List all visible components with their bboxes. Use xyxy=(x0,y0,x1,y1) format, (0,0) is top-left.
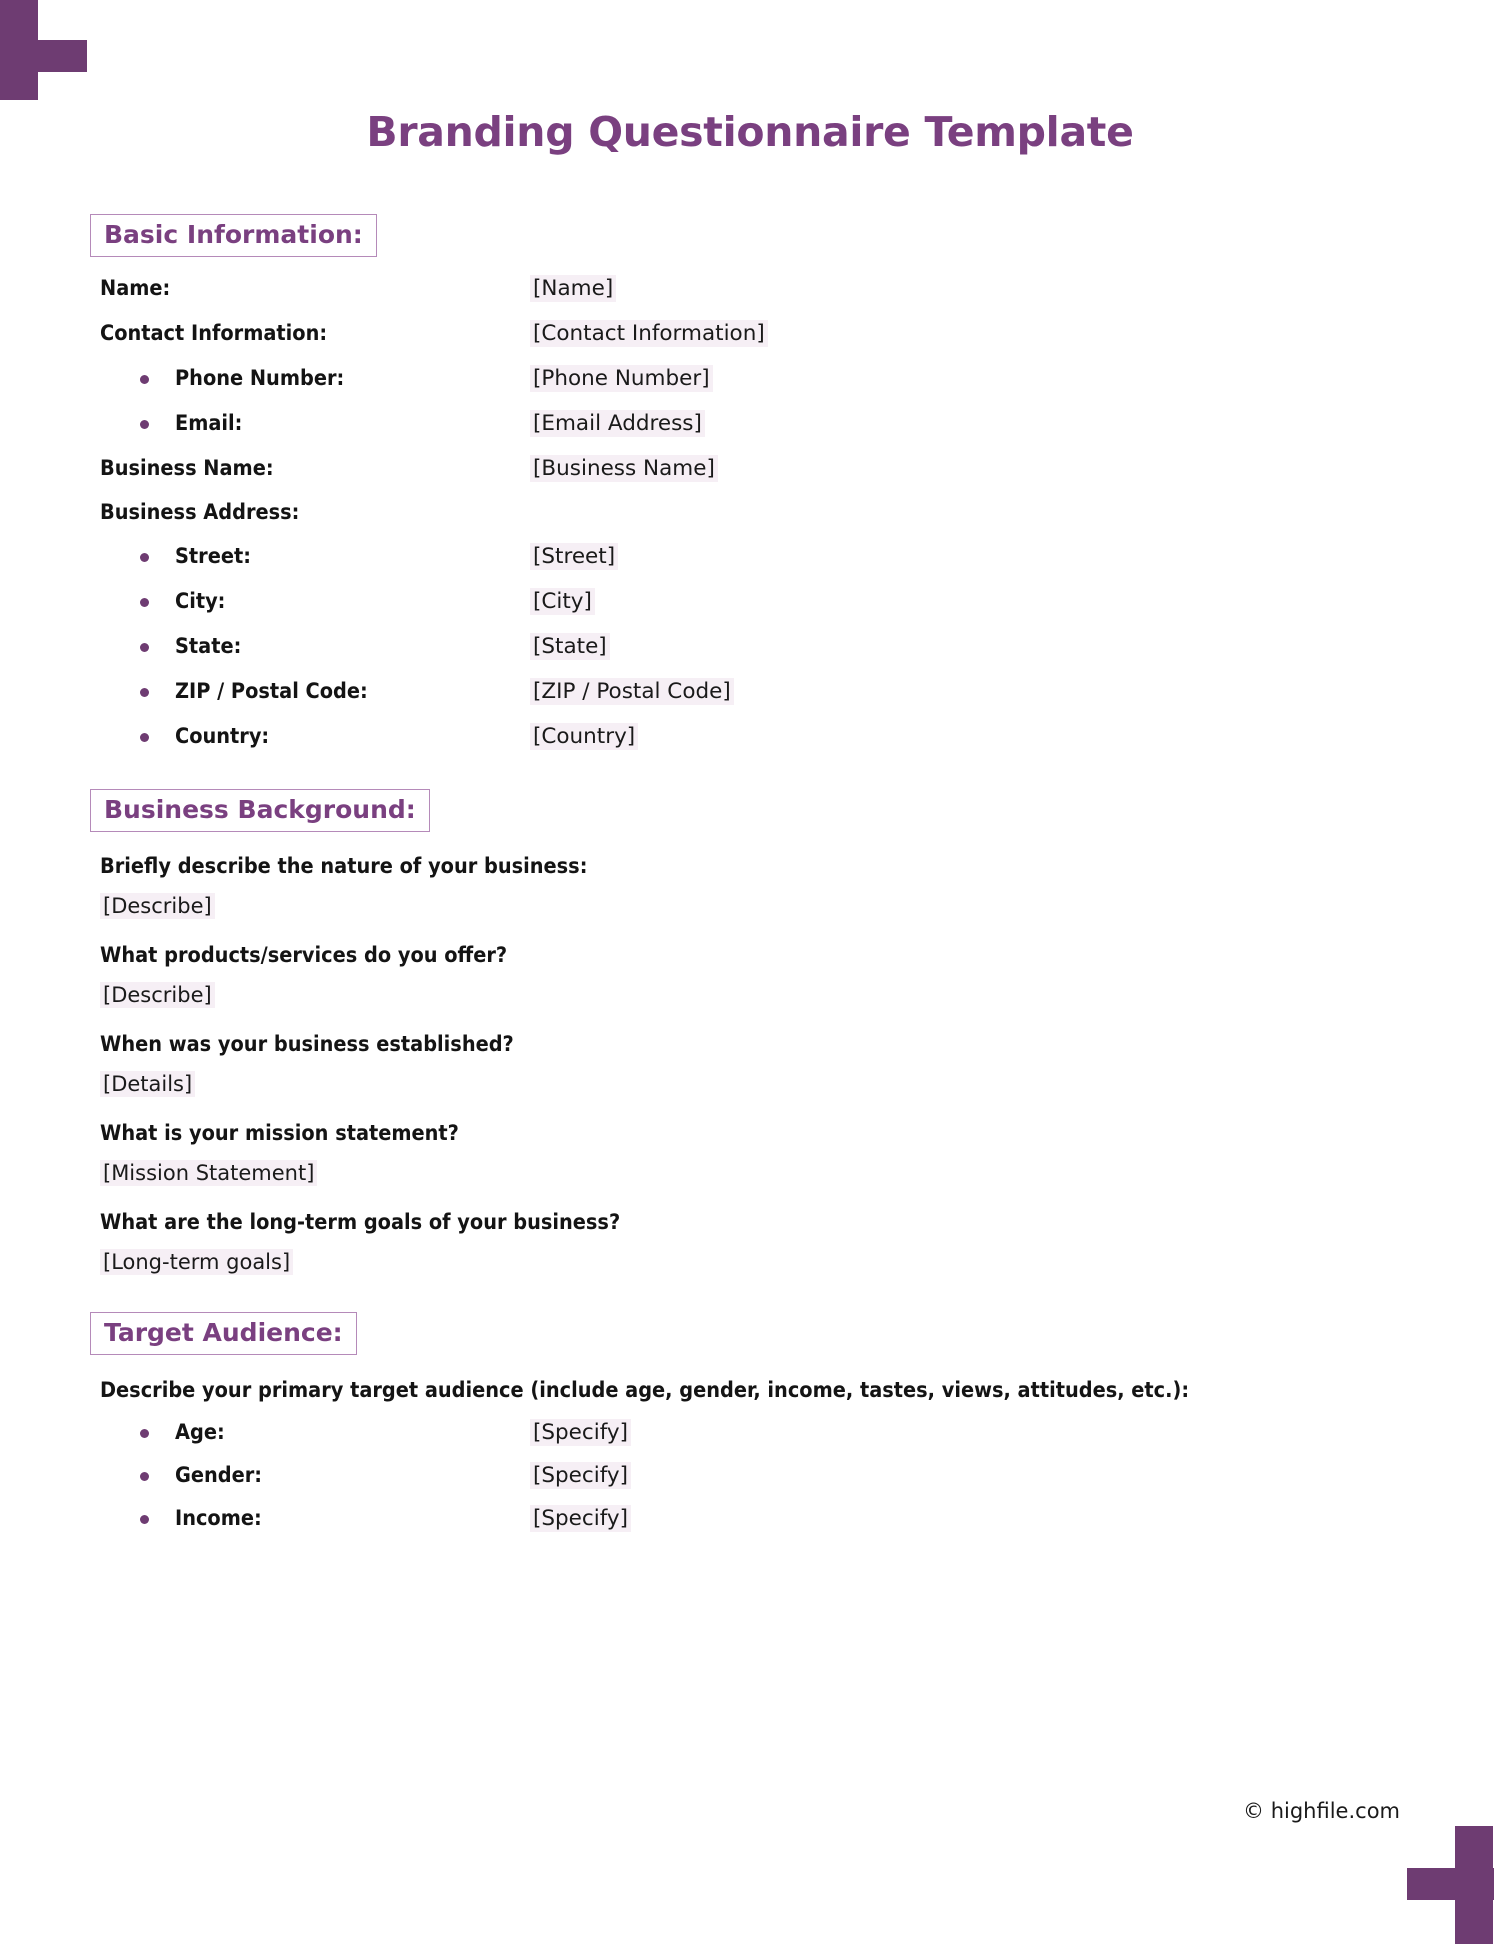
field-row-business-address xyxy=(100,500,1400,525)
field-value-country[interactable]: [Country] xyxy=(530,723,638,750)
field-label-text: City: xyxy=(175,589,226,614)
answer-block-nature-of-business xyxy=(100,894,1400,918)
page-title: Branding Questionnaire Template xyxy=(366,108,1134,156)
field-row-gender xyxy=(100,1462,1400,1489)
field-label-text: Age: xyxy=(175,1420,225,1445)
field-value-age[interactable]: [Specify] xyxy=(530,1419,631,1446)
field-value-email[interactable]: [Email Address] xyxy=(530,410,705,437)
bullet-icon xyxy=(140,375,149,384)
bullet-icon xyxy=(140,553,149,562)
field-label-name: Name: xyxy=(100,276,171,301)
field-label-zip-postal-code xyxy=(100,679,530,704)
field-label-text: Country: xyxy=(175,724,270,749)
field-row-street xyxy=(100,543,1400,570)
section-business-background xyxy=(90,750,1400,832)
answer-value-business-established[interactable]: [Details] xyxy=(100,1071,195,1097)
target-audience-description: Describe your primary target audience (include age, gender, income, tastes, views, attitudes, etc.): xyxy=(100,1378,1190,1403)
field-label-text: Email: xyxy=(175,411,243,436)
field-row-income xyxy=(100,1505,1400,1532)
question-products-services: What products/services do you offer? xyxy=(100,943,508,968)
question-nature-of-business: Briefly describe the nature of your business: xyxy=(100,854,588,879)
section-heading-basic-information: Basic Information: xyxy=(90,214,377,257)
answer-value-products-services[interactable]: [Describe] xyxy=(100,982,215,1008)
field-value-business-name[interactable]: [Business Name] xyxy=(530,455,718,482)
field-label-street xyxy=(100,544,530,569)
field-value-contact-information[interactable]: [Contact Information] xyxy=(530,320,768,347)
field-row-state xyxy=(100,633,1400,660)
field-label-gender xyxy=(100,1463,530,1488)
field-row-phone-number xyxy=(100,365,1400,392)
bullet-icon xyxy=(140,1429,149,1438)
field-row-business-name xyxy=(100,455,1400,482)
field-row-zip-postal-code xyxy=(100,678,1400,705)
footer-copyright: © highfile.com xyxy=(1243,1799,1400,1823)
section-basic-information xyxy=(90,156,1400,257)
answer-block-long-term-goals xyxy=(100,1250,1400,1274)
field-value-state[interactable]: [State] xyxy=(530,633,610,660)
answer-value-long-term-goals[interactable]: [Long-term goals] xyxy=(100,1249,293,1275)
question-long-term-goals: What are the long-term goals of your business? xyxy=(100,1210,621,1235)
field-label-text: State: xyxy=(175,634,242,659)
field-value-city[interactable]: [City] xyxy=(530,588,595,615)
field-label-contact-information: Contact Information: xyxy=(100,321,328,346)
section-target-audience xyxy=(90,1274,1400,1355)
field-label-age xyxy=(100,1420,530,1445)
section-heading-business-background: Business Background: xyxy=(90,789,430,832)
field-value-phone-number[interactable]: [Phone Number] xyxy=(530,365,713,392)
bullet-icon xyxy=(140,598,149,607)
field-label-text: Street: xyxy=(175,544,251,569)
answer-block-products-services xyxy=(100,983,1400,1007)
field-row-email xyxy=(100,410,1400,437)
field-row-country xyxy=(100,723,1400,750)
field-row-name xyxy=(100,275,1400,302)
field-label-city xyxy=(100,589,530,614)
field-row-age xyxy=(100,1419,1400,1446)
field-row-contact-information xyxy=(100,320,1400,347)
bullet-icon xyxy=(140,733,149,742)
field-row-city xyxy=(100,588,1400,615)
bullet-icon xyxy=(140,643,149,652)
field-label-text: Phone Number: xyxy=(175,366,345,391)
answer-value-nature-of-business[interactable]: [Describe] xyxy=(100,893,215,919)
field-value-zip-postal-code[interactable]: [ZIP / Postal Code] xyxy=(530,678,734,705)
field-label-income xyxy=(100,1506,530,1531)
field-label-text: ZIP / Postal Code: xyxy=(175,679,368,704)
answer-block-business-established xyxy=(100,1072,1400,1096)
bullet-icon xyxy=(140,1472,149,1481)
question-business-established: When was your business established? xyxy=(100,1032,514,1057)
field-value-income[interactable]: [Specify] xyxy=(530,1505,631,1532)
field-label-business-name: Business Name: xyxy=(100,456,274,481)
field-value-street[interactable]: [Street] xyxy=(530,543,618,570)
field-value-gender[interactable]: [Specify] xyxy=(530,1462,631,1489)
bullet-icon xyxy=(140,688,149,697)
bullet-icon xyxy=(140,420,149,429)
field-label-state xyxy=(100,634,530,659)
question-mission-statement: What is your mission statement? xyxy=(100,1121,459,1146)
section-heading-target-audience: Target Audience: xyxy=(90,1312,357,1355)
field-label-country xyxy=(100,724,530,749)
field-label-text: Gender: xyxy=(175,1463,263,1488)
field-label-text: Income: xyxy=(175,1506,262,1531)
field-label-phone-number xyxy=(100,366,530,391)
answer-value-mission-statement[interactable]: [Mission Statement] xyxy=(100,1160,317,1186)
field-label-email xyxy=(100,411,530,436)
bullet-icon xyxy=(140,1515,149,1524)
field-value-name[interactable]: [Name] xyxy=(530,275,616,302)
field-label-business-address: Business Address: xyxy=(100,500,300,525)
answer-block-mission-statement xyxy=(100,1161,1400,1185)
